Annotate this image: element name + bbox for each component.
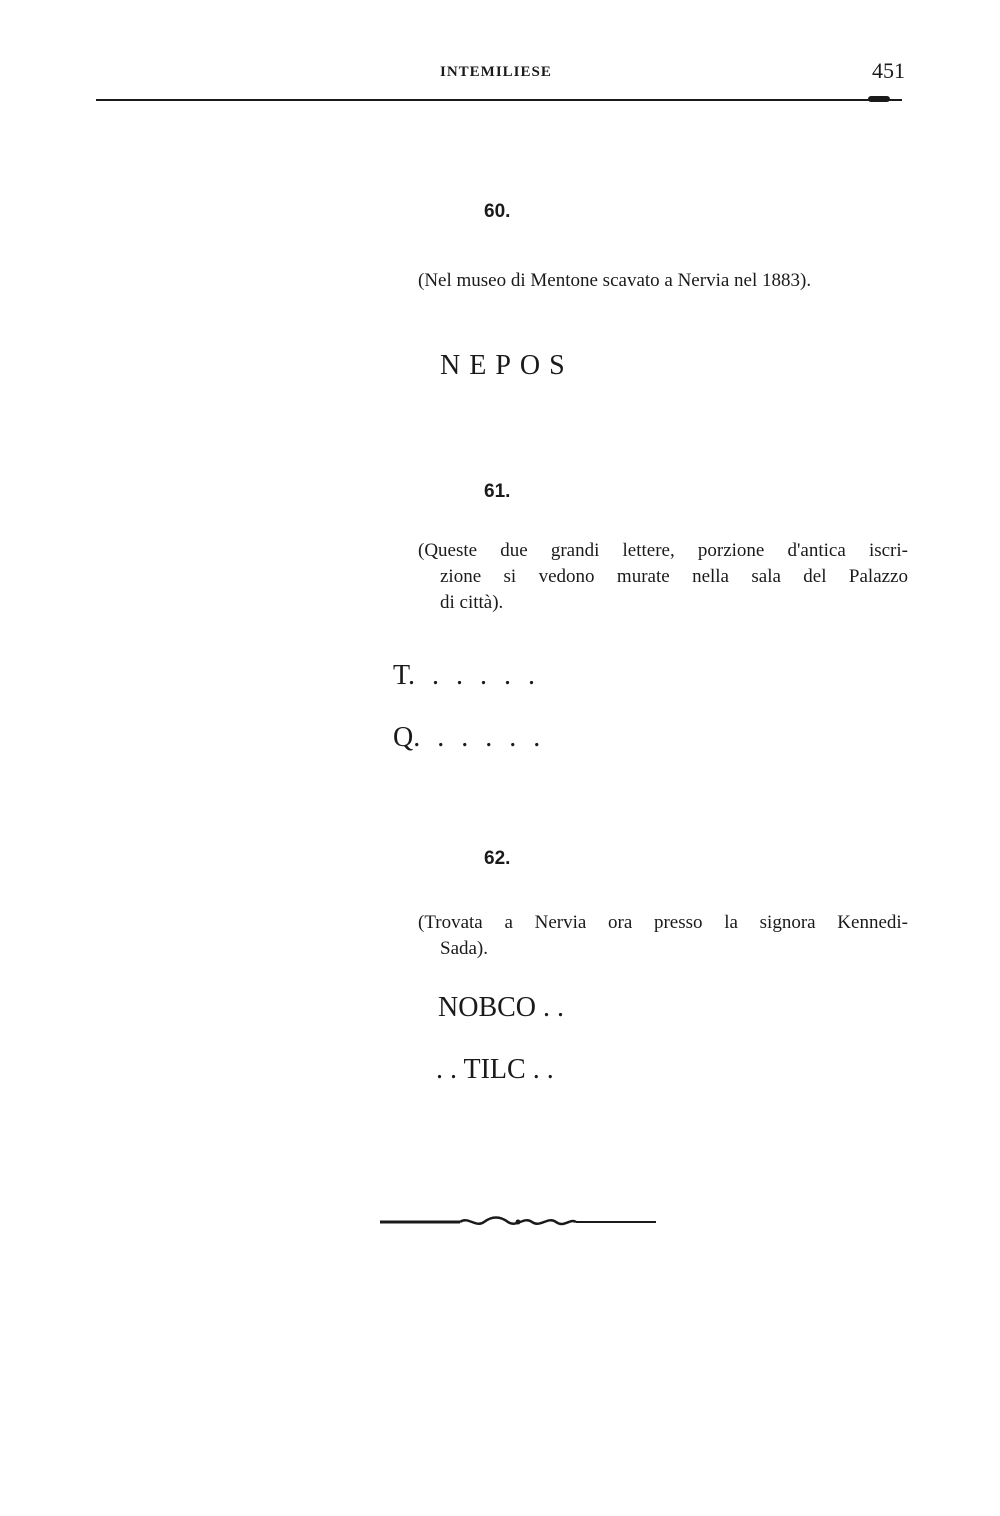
entry-caption-60	[418, 268, 908, 294]
inscription-line-nobco: NOBCO . .	[438, 992, 565, 1023]
tail-ornament-icon	[380, 1212, 656, 1232]
caption-line: (Nel museo di Mentone scavato a Nervia nel 1883).	[418, 270, 812, 291]
running-head: INTEMILIESE	[440, 64, 552, 80]
inscription-line-q: Q. . . . . .	[393, 722, 541, 753]
entry-number-61: 61.	[484, 481, 511, 502]
entry-number-60: 60.	[484, 201, 511, 222]
entry-caption-61	[418, 538, 908, 616]
entry-number-62: 62.	[484, 848, 511, 869]
inscription-nepos: NEPOS	[440, 350, 574, 381]
caption-line: di città).	[440, 592, 504, 613]
header-rule	[96, 99, 902, 101]
entry-caption-62	[418, 910, 908, 962]
inscription-line-tilc: . . TILC . .	[436, 1054, 554, 1085]
caption-line: Sada).	[440, 938, 489, 959]
caption-line: (Trovata a Nervia ora presso la signora Kennedi-	[418, 912, 908, 933]
caption-line: (Queste due grandi lettere, porzione d'antica iscri-	[418, 540, 908, 561]
header-rule-ornament-icon	[868, 96, 890, 102]
inscription-line-t: T. . . . . .	[393, 660, 536, 691]
caption-line: zione si vedono murate nella sala del Palazzo	[440, 566, 908, 587]
page-number: 451	[872, 58, 905, 83]
